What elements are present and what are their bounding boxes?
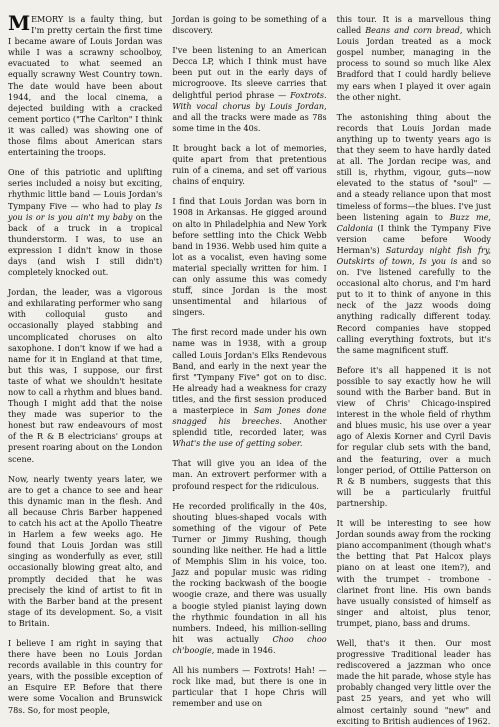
paragraph-text: and all the tracks were made as 78s some time in the 40s. [172, 111, 327, 133]
paragraph-text: The astonishing thing about the records that Louis Jordan made anything up to twenty years ago is that they seem to have hardly dated at all. The Jordan recipe was, and still is, rhythm, vigour, guts—now elevated to the status of "soul" — and a steady reliance upon that most timeless of forms—the blues. I've just been listening again to [336, 111, 491, 222]
paragraph-recorded-40s [172, 501, 326, 656]
paragraph-memories: It brought back a lot of memories, quite apart from that pretentious ruin of a cinema, and set off various chains of enquiry. [172, 142, 327, 187]
song-title: Is you is or is you ain't my baby [8, 200, 163, 222]
paragraph-text: (I think the Tympany Five version came before Woody Herman's) [336, 222, 491, 255]
paragraph-text: made in 1946. [214, 644, 276, 655]
drop-cap: M [8, 11, 31, 35]
paragraph-text: He recorded prolifically in the 40s, shouting blues-shaped vocals with something of the vigour of Pete Turner or Jimmy Rushing, though sounding like neither. He had a little of Memphis Slim in his voice, too. Jazz and popular music was riding the rocking backwash of the boogie woogie craze, and there was usually a boogie styled pianist laying down the rhythmic foundation in all his numbers. Indeed, his million-selling hit was actually [172, 500, 327, 644]
paragraph-records: I believe I am right in saying that there have been no Louis Jordan records available in this country for years, with the possible exception of an Esquire EP. Before that there were some Vocalion and Brunswick 78s. So, for most people, [8, 637, 163, 715]
paragraph-foxtrots: All his numbers — Foxtrots! Hah! — rock like mad, but there is one in particular that I hope Chris will remember and use on [172, 664, 327, 709]
paragraph-jordan-leader: Jordan, the leader, was a vigorous and exhilarating performer who sang with colloquial gusto and occasionally played stabbing and uncomplicated choruses on alto saxophone. I don't know if we had a name for it in England at that time, but this was, I suppose, our first taste of what we shouldn't hesitate now to call a rhythm and blues band. Though I might add that the noise they made was superior to the honest but raw endeavours of most of the R & B electricians' groups at present roaring about on the London scene. [8, 287, 163, 464]
paragraph-text: this tour. It is a marvellous thing called [336, 14, 491, 36]
paragraph-memory [8, 11, 163, 158]
song-title: Sam Jones done snagged his breeches. [172, 405, 327, 427]
paragraph-interesting: It will be interesting to see how Jordan sounds away from the rocking piano accompaniment (though what's the betting that Pat Halcox plays piano on at least one item?), and with the trumpet - trombone - clarinet front line. His own bands have usually consisted of himself as singer and altoist, plus tenor, trumpet, piano, bass and drums. [336, 518, 491, 628]
song-title: Beans and corn bread, [365, 25, 463, 36]
paragraph-discovery: Jordan is going to be something of a discovery. [172, 14, 327, 36]
paragraph-text: and so on. I've listened carefully to the occasional alto chorus, and I'm hard put to it to think of anyone in this neck of the jazz woods doing anything radically different today. Record companies have stopped calling everything foxtrots, but it's the same magnificent stuff. [336, 255, 491, 355]
paragraph-text: on the back of a truck in a tropical thunderstorm. I was, to use an expression I didn't know in those days (and wish I still didn't) completely knocked out. [8, 211, 163, 278]
paragraph-astonishing [337, 112, 491, 356]
column-1 [8, 11, 163, 715]
paragraph-first-record [172, 327, 326, 449]
song-title: Buzz me, Caldonia [336, 211, 491, 233]
paragraph-text: I've been listening to an American Decca LP, which I think must have been put out in the early days of microgroove. Its sleeve carries that delightful period phrase — [172, 45, 327, 100]
paragraph-conclusion: Well, that's it then. Our most progressive Traditional leader has rediscovered a jazzman who once made the hit parade, whose style has probably changed very little over the past 25 years, and yet who will almost certainly sound "new" and exciting to British audiences of 1962. [336, 637, 491, 726]
paragraph-idea-of-man: That will give you an idea of the man. An extrovert performer with a profound respect for the ridiculous. [172, 458, 327, 491]
song-title: Saturday night fish fry, Outskirts of town, Is you is [336, 244, 491, 266]
sleeve-phrase: Foxtrots. With vocal chorus by Louis Jordan, [172, 89, 327, 111]
column-2 [172, 14, 327, 709]
paragraph-decca-lp [172, 45, 326, 134]
song-title: What's the use of getting sober. [172, 438, 303, 449]
article-columns [8, 11, 491, 726]
paragraph-tympany-five [8, 167, 162, 278]
paragraph-text: The first record made under his own name was in 1938, with a group called Louis Jordan's Elks Rendevous Band, and early in the next year the first "Tympany Five" got on to disc. He already had a weakness for crazy titles, and the first session produced a masterpiece in [172, 327, 327, 415]
paragraph-text: Another splendid title, recorded later, was [172, 416, 327, 438]
paragraph-text: EMORY is a faulty thing, but I'm pretty certain the first time I became aware of Louis Jordan was while I was a scrawny schoolboy, evacuated to what seemed an equally scrawny West Country town. The date would have been about 1944, and the local cinema, a dejected building with a cracked cement portico ("The Carlton" I think it was called) was showing one of those films about American stars entertaining the troops. [8, 14, 163, 158]
paragraph-text: One of this patriotic and uplifting series included a noisy but exciting, rhythmic little band — Louis Jordan's Tympany Five — who had to play [8, 167, 163, 211]
column-3 [336, 14, 491, 726]
paragraph-this-tour [337, 14, 491, 103]
paragraph-text: which Louis Jordan treated as a mock gospel number, managing in the process to sound so much like Alex Bradford that I could hardly believe my ears when I played it over again the other night. [336, 25, 491, 102]
paragraph-biography: I find that Louis Jordan was born in 1908 in Arkansas. He gigged around on alto in Philadelphia and New York before settling into the Chick Webb band in 1936. Webb used him quite a lot as a vocalist, even having some material specially written for him. I can only assume this was comedy stuff, since Jordan is the most unsentimental and hilarious of singers. [172, 196, 327, 318]
paragraph-twenty-years: Now, nearly twenty years later, we are to get a chance to see and hear this dynamic man in the flesh. And all because Chris Barber happened to catch his act at the Apollo Theatre in Harlem a few weeks ago. He found that Louis Jordan was still singing as wonderfully as ever, still occasionally blowing great alto, and promptly decided that he was precisely the kind of artist to fit in with the Barber band at the present stage of its development. So, a visit to Britain. [8, 473, 163, 628]
song-title: Choo choo ch'boogie, [172, 633, 327, 655]
paragraph-barber-band: Before it's all happened it is not possible to say exactly how he will sound with the Barber band. But in view of Chris' Chicago-inspired interest in the whole field of rhythm and blues music, his use over a year ago of Alexis Korner and Cyril Davis for regular club sets with the band, and the featuring, over a much longer period, of Ottilie Patterson on R & B numbers, suggests that this will be a particularly fruitful partnership. [336, 364, 491, 508]
